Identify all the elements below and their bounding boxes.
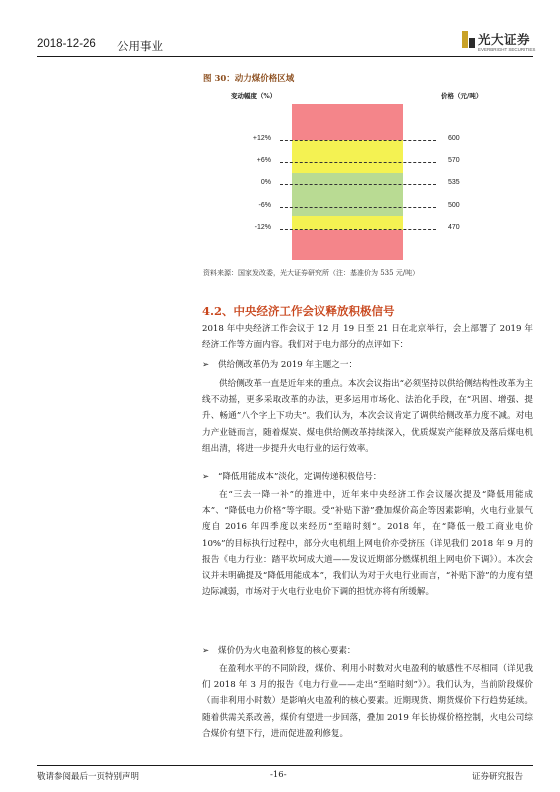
zone-band xyxy=(292,104,403,140)
footer-rule xyxy=(37,765,533,766)
left-axis-title: 变动幅度（%） xyxy=(231,92,277,100)
price-tick-label: 470 xyxy=(448,224,460,231)
change-tick-label: -6% xyxy=(258,202,271,209)
arrow-bullet-icon: ➢ xyxy=(202,360,210,370)
figure-source: 资料来源：国家发改委，光大证券研究所（注：基准价为 535 元/吨） xyxy=(203,269,420,277)
bullet-text: 煤价仍为火电盈利修复的核心要素： xyxy=(218,646,356,656)
change-tick-label: +12% xyxy=(252,135,271,142)
logo-mark-icon xyxy=(462,31,475,48)
bullet-text: 供给侧改革仍为 2019 年主题之一： xyxy=(218,360,358,370)
zone-band xyxy=(292,140,403,173)
header-rule xyxy=(37,56,533,57)
report-date: 2018-12-26 xyxy=(37,38,96,50)
footer-disclaimer: 敬请参阅最后一页特别声明 xyxy=(37,772,140,782)
zone-band xyxy=(292,216,403,230)
logo-text: 光大证券 xyxy=(478,32,531,47)
footer-report-type: 证券研究报告 xyxy=(472,772,524,782)
arrow-bullet-icon: ➢ xyxy=(202,646,210,656)
gridline xyxy=(280,207,436,208)
figure-title: 图 30：动力煤价格区域 xyxy=(203,74,295,84)
logo-subtext: EVERBRIGHT SECURITIES xyxy=(478,47,536,52)
gridline xyxy=(280,162,436,163)
price-tick-label: 500 xyxy=(448,202,460,209)
paragraph: 供给侧改革一直是近年来的重点。本次会议指出“必须坚持以供给侧结构性改革为主线不动摇，更多采取改革的办法，更多运用市场化、法治化手段，在“巩固、增强、提升、畅通”八个字上下功夫”。我们认为，本次会议肯定了调供给侧改革力度不减。对电力产业链而言，随着煤炭、煤电供给侧改革持续深入，优质煤炭产能释放及落后煤电机组出清，将进一步提升火电行业的运行效率。 xyxy=(202,379,533,454)
arrow-bullet-icon: ➢ xyxy=(202,472,210,482)
industry-label: 公用事业 xyxy=(117,41,163,53)
paragraph: 在盈利水平的不同阶段，煤价、利用小时数对火电盈利的敏感性不尽相同（详见我们 2018 年 3 月的报告《电力行业——走出“至暗时刻”》）。我们认为，当前阶段煤价（而非利用小时数）是影响火电盈利的核心要素。近期现货、期货煤价下行趋势延续。随着供需关系改善，煤价有望进一步回落，叠加 2019 年长协煤价格控制，火电公司综合煤价有望下行，进而促进盈利修复。 xyxy=(202,664,533,739)
price-tick-label: 570 xyxy=(448,157,460,164)
page-number: -16- xyxy=(270,770,287,780)
bullet-item xyxy=(202,643,356,659)
gridline xyxy=(280,184,436,185)
zone-band xyxy=(292,230,403,260)
right-axis-title: 价格（元/吨） xyxy=(441,92,483,100)
paragraph: 2018 年中央经济工作会议于 12 月 19 日至 21 日在北京举行，会上部署了 2019 年经济工作等方面内容。我们对于电力部分的点评如下： xyxy=(202,324,533,351)
change-tick-label: -12% xyxy=(254,224,271,231)
paragraph: 在“三去一降一补”的推进中，近年来中央经济工作会议屡次提及“降低用能成本”、“降低电力价格”等字眼。受“补贴下游”叠加煤价高企等因素影响，火电行业景气度自 2016 年四季度以来经历“至暗时刻”。2018 年，在“降低一般工商业电价 10%”的目标执行过程中，部分火电机组上网电价亦受挤压（详见我们 2018 年 9 月的报告《电力行业：踏平坎坷成大道——发议近期部分燃煤机组上网电价下调》）。本次会议并未明确提及“降低用能成本”，我们认为对于火电行业而言，“补贴下游”的力度有望边际减弱，市场对于火电行业电价下调的担忧亦将有所缓解。 xyxy=(202,490,533,598)
price-tick-label: 600 xyxy=(448,135,460,142)
gridline xyxy=(280,229,436,230)
change-tick-label: +6% xyxy=(256,157,271,164)
section-title: 4.2、中央经济工作会议释放积极信号 xyxy=(202,304,395,318)
bullet-text: “降低用能成本”淡化，定调传递积极信号： xyxy=(218,472,382,482)
bullet-item xyxy=(202,469,381,485)
zone-band xyxy=(292,173,403,216)
change-tick-label: 0% xyxy=(260,179,271,186)
gridline xyxy=(280,140,436,141)
bullet-item xyxy=(202,357,357,373)
price-tick-label: 535 xyxy=(448,179,460,186)
brand-logo xyxy=(462,30,536,56)
